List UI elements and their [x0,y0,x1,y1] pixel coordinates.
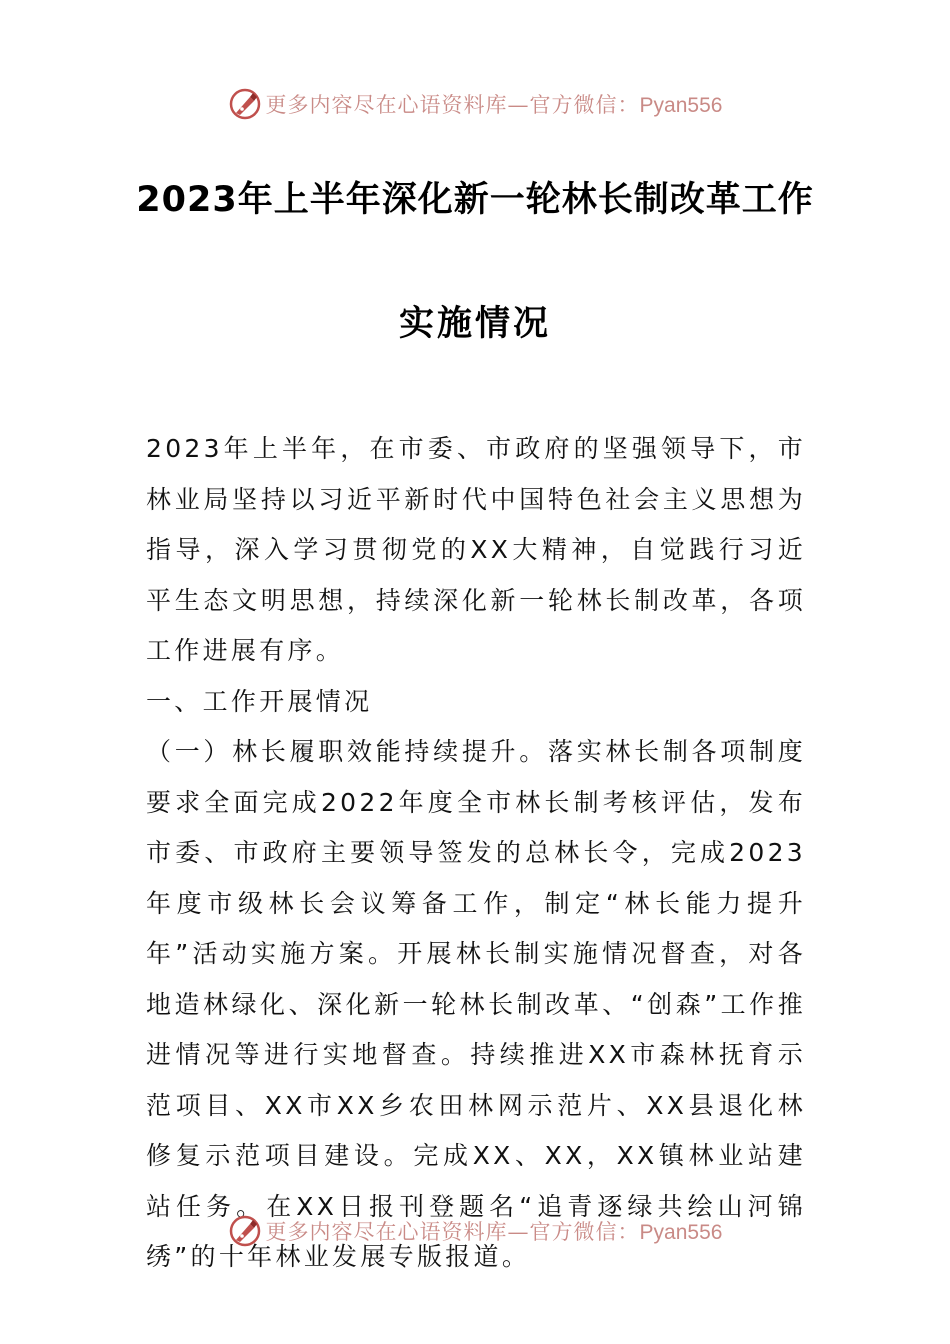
watermark-footer [0,1211,950,1251]
watermark-header [0,84,950,124]
section-heading: 一、工作开展情况 [146,686,373,716]
watermark-label: 更多内容尽在心语资料库—官方微信： [265,1220,640,1244]
document-title-line2: 实施情况 [398,304,551,344]
watermark-label: 更多内容尽在心语资料库—官方微信： [265,93,640,117]
watermark-text [266,89,723,119]
pen-nib-logo-icon [228,1214,262,1248]
intro-paragraph: 2023年上半年，在市委、市政府的坚强领导下，市林业局坚持以习近平新时代中国特色社会主义思想为指导，深入学习贯彻党的XX大精神，自觉践行习近平生态文明思想，持续深化新一轮林长制改革，各项工作进展有序。 [146,434,806,665]
document-title-line1: 2023年上半年深化新一轮林长制改革工作 [136,180,814,220]
watermark-wechat-id: Pyan556 [639,94,723,117]
watermark-text [266,1216,723,1246]
document-body [146,424,806,1283]
section-paragraph: （一）林长履职效能持续提升。落实林长制各项制度要求全面完成2022年度全市林长制考核评估，发布市委、市政府主要领导签发的总林长令，完成2023年度市级林长会议筹备工作，制定“林长能力提升年”活动实施方案。开展林长制实施情况督查，对各地造林绿化、深化新一轮林长制改革、“创森”工作推进情况等进行实地督查。持续推进XX市森林抚育示范项目、XX市XX乡农田林网示范片、XX县退化林修复示范项目建设。完成XX、XX，XX镇林业站建站任务。在XX日报刊登题名“追青逐绿共绘山河锦绣”的十年林业发展专版报道。 [146,737,806,1271]
pen-nib-logo-icon [228,87,262,121]
watermark-wechat-id: Pyan556 [639,1221,723,1244]
